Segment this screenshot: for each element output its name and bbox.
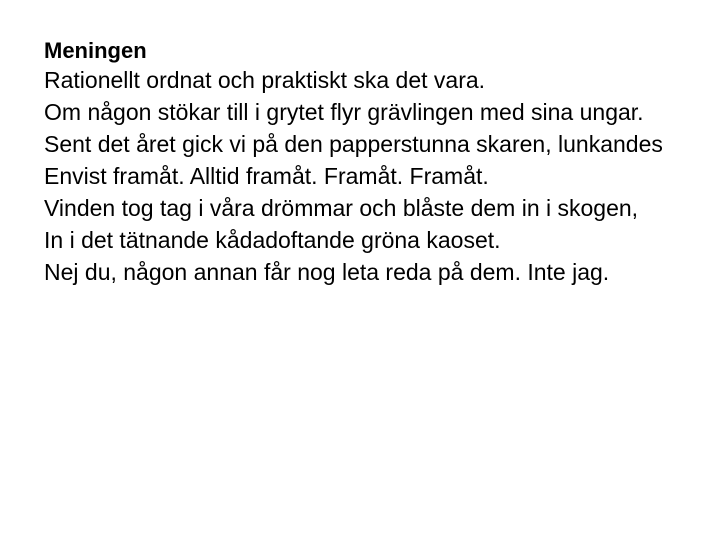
poem-title: Meningen — [44, 38, 147, 63]
poem-line: Nej du, någon annan får nog leta reda på dem. Inte jag. — [44, 259, 610, 285]
slide-content — [44, 38, 684, 292]
poem-line: In i det tätnande kådadoftande gröna kaoset. — [44, 227, 501, 253]
poem-line: Om någon stökar till i grytet flyr grävlingen med sina ungar. — [44, 99, 644, 125]
poem-line: Rationellt ordnat och praktiskt ska det vara. — [44, 67, 486, 93]
poem-line: Vinden tog tag i våra drömmar och blåste dem in i skogen, — [44, 195, 639, 221]
poem-line: Envist framåt. Alltid framåt. Framåt. Framåt. — [44, 163, 489, 189]
poem-line: Sent det året gick vi på den papperstunna skaren, lunkandes — [44, 131, 663, 157]
